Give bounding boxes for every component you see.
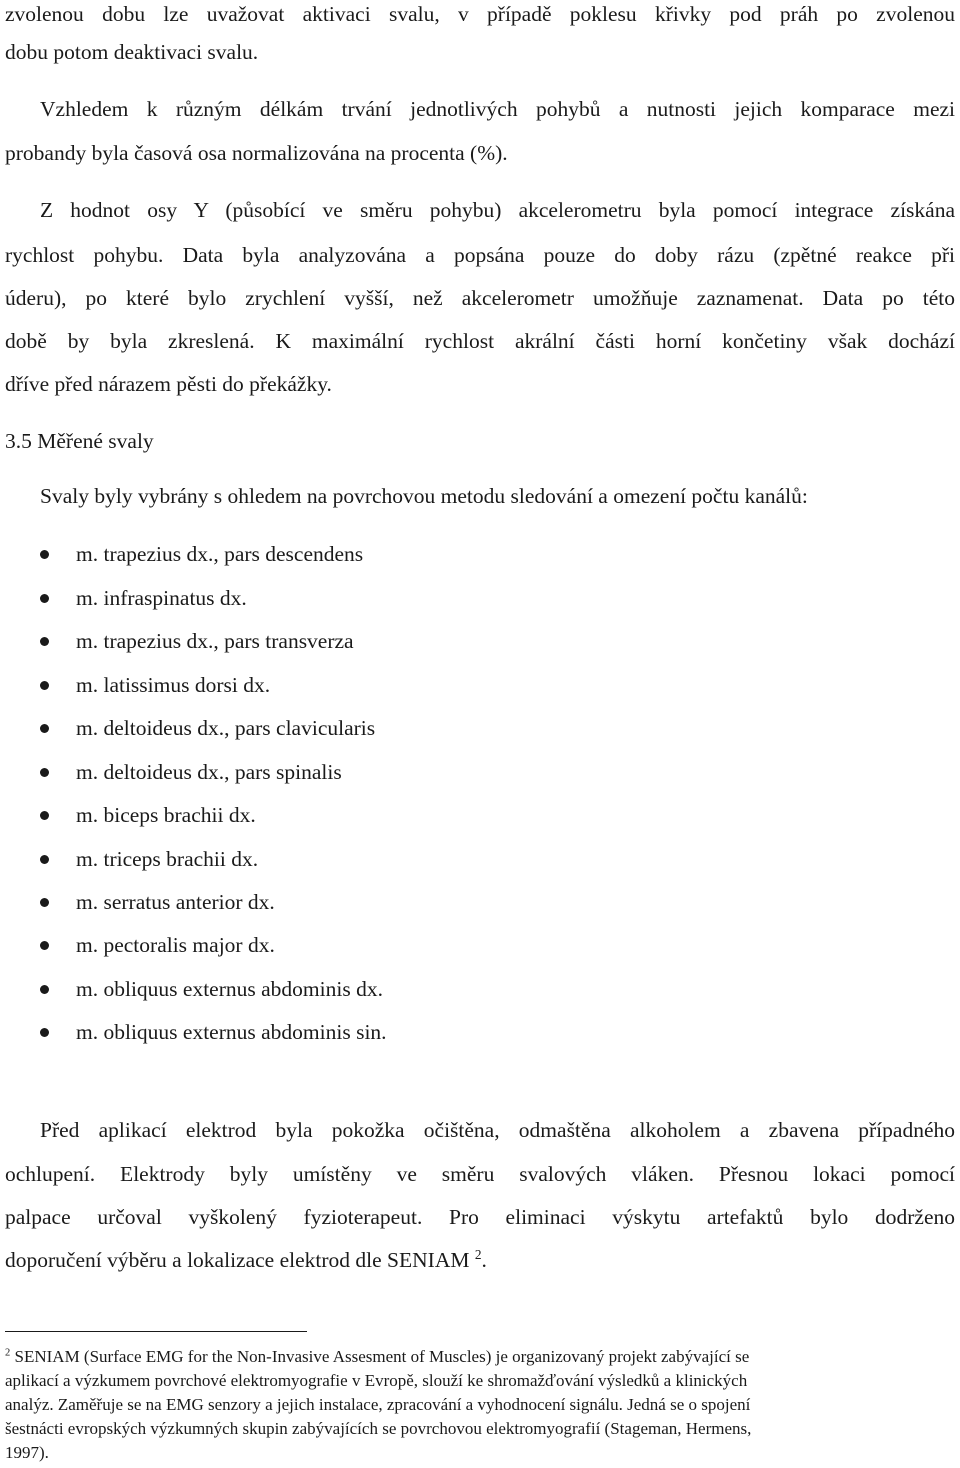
section-heading: [5, 427, 955, 455]
footnote-reference[interactable]: 2: [474, 1246, 482, 1262]
section-title: Měřené svaly: [37, 429, 154, 453]
bullet-icon: [40, 550, 49, 559]
paragraph-line: době by byla zkreslená. K maximální rychlost akrální části horní končetiny však dochází: [5, 329, 955, 353]
section-number: 3.5: [5, 429, 32, 453]
paragraph-line: Před aplikací elektrod byla pokožka očištěna, odmaštěna alkoholem a zbavena případného: [40, 1118, 955, 1142]
paragraph-line: ochlupení. Elektrody byly umístěny ve směru svalových vláken. Přesnou lokaci pomocí: [5, 1162, 955, 1186]
footnote-line: analýz. Zaměřuje se na EMG senzory a jejich instalace, zpracování a vyhodnocení signálu. Jedná se o spojení: [5, 1395, 751, 1414]
bullet-icon: [40, 594, 49, 603]
footnote-line: $^2$ SENIAM (Surface EMG for the Non-Invasive Assesment of Muscles) je organizovaný projekt zabývající se: [5, 1347, 750, 1366]
bullet-icon: [40, 855, 49, 864]
paragraph-line: zvolenou dobu lze uvažovat aktivaci svalu, v případě poklesu křivky pod práh po zvolenou: [5, 2, 955, 26]
bullet-icon: [40, 811, 49, 820]
document-page: zvolenou dobu lze uvažovat aktivaci svalu, v případě poklesu křivky pod práh po zvolenou dobu potom deaktivaci svalu. Vzhledem k různým délkám trvání jednotlivých pohybů a nutnosti jejich komparace mezi probandy byla časová osa normalizována na procenta (%). Z hodnot osy Y (působící ve směru pohybu) akcelerometru byla pomocí integrace získána rychlost pohybu. Data byla analyzována a popsána pouze do doby rázu (zpětné reakce při úderu), po které bylo zrychlení vyšší, než akcelerometr umožňuje zaznamenat. Data po této době by byla zkreslená. K maximální rychlost akrální části horní končetiny však dochází dříve před nárazem pěsti do překážky. 3.5 Měřené svaly Svaly byly vybrány s ohledem na povrchovou metodu sledování a omezení počtu kanálů: m. trapezius dx., pars descendens m. infraspinatus dx. m. trapezius dx., pars transverza m. latissimus dorsi dx. m. deltoideus dx., pars clavicularis m. deltoideus dx., pars spinalis m. biceps brachii dx. m. triceps brachii dx. m. serratus anterior dx. m. pectoralis major dx. m. obliquus externus abdominis dx. m. obliquus externus abdominis sin. Před aplikací elektrod byla pokožka očištěna, odmaštěna alkoholem a zbavena případného ochlupení. Elektrody byly umístěny ve směru svalových vláken. Přesnou lokaci pomocí palpace určoval vyškolený fyzioterapeut. Pro eliminaci výskytu artefaktů bylo dodrženo doporučení výběru a lokalizace elektrod dle SENIAM $^2$. $^2$ SENIAM (Surface EMG for the Non-Invasive Assesment of Muscles) je organizovaný projekt zabývající se aplikací a výzkumem povrchové elektromyografie v Evropě, slouží ke shromažďování výsledků a klinických analýz. Zaměřuje se na EMG senzory a jejich instalace, zpracování a vyhodnocení signálu. Jedná se o spojení šestnácti evropských výzkumných skupin zabývajících se povrchovou elektromyografií (Stageman, Hermens, 1997).: [5, 2, 955, 1462]
paragraph-line: úderu), po které bylo zrychlení vyšší, než akcelerometr umožňuje zaznamenat. Data po této: [5, 286, 955, 310]
paragraph-line: doporučení výběru a lokalizace elektrod dle SENIAM $^2$.: [5, 1246, 487, 1272]
paragraph-line: Z hodnot osy Y (působící ve směru pohybu) akcelerometru byla pomocí integrace získána: [40, 198, 955, 222]
bullet-icon: [40, 985, 49, 994]
list-intro: Svaly byly vybrány s ohledem na povrchovou metodu sledování a omezení počtu kanálů:: [40, 484, 808, 508]
footnote-line: 1997).: [5, 1443, 49, 1462]
bullet-icon: [40, 681, 49, 690]
bullet-icon: [40, 941, 49, 950]
bullet-icon: [40, 768, 49, 777]
footnote-line: šestnácti evropských výzkumných skupin zabývajících se povrchovou elektromyografií (Stageman, Hermens,: [5, 1419, 752, 1438]
bullet-icon: [40, 637, 49, 646]
paragraph-line: dobu potom deaktivaci svalu.: [5, 40, 259, 64]
paragraph-line: probandy byla časová osa normalizována na procenta (%).: [5, 141, 508, 165]
footnote-separator: [5, 1331, 307, 1332]
footnote-number: 2: [5, 1347, 11, 1359]
bullet-icon: [40, 724, 49, 733]
bullet-icon: [40, 898, 49, 907]
paragraph-line: dříve před nárazem pěsti do překážky.: [5, 372, 332, 396]
bullet-icon: [40, 1028, 49, 1037]
paragraph-line: rychlost pohybu. Data byla analyzována a popsána pouze do doby rázu (zpětné reakce při: [5, 243, 955, 267]
paragraph-line: palpace určoval vyškolený fyzioterapeut. Pro eliminaci výskytu artefaktů bylo dodrženo: [5, 1205, 955, 1229]
footnote-line: aplikací a výzkumem povrchové elektromyografie v Evropě, slouží ke shromažďování výsledků a klinických: [5, 1371, 748, 1390]
paragraph-line: Vzhledem k různým délkám trvání jednotlivých pohybů a nutnosti jejich komparace mezi: [40, 97, 955, 121]
